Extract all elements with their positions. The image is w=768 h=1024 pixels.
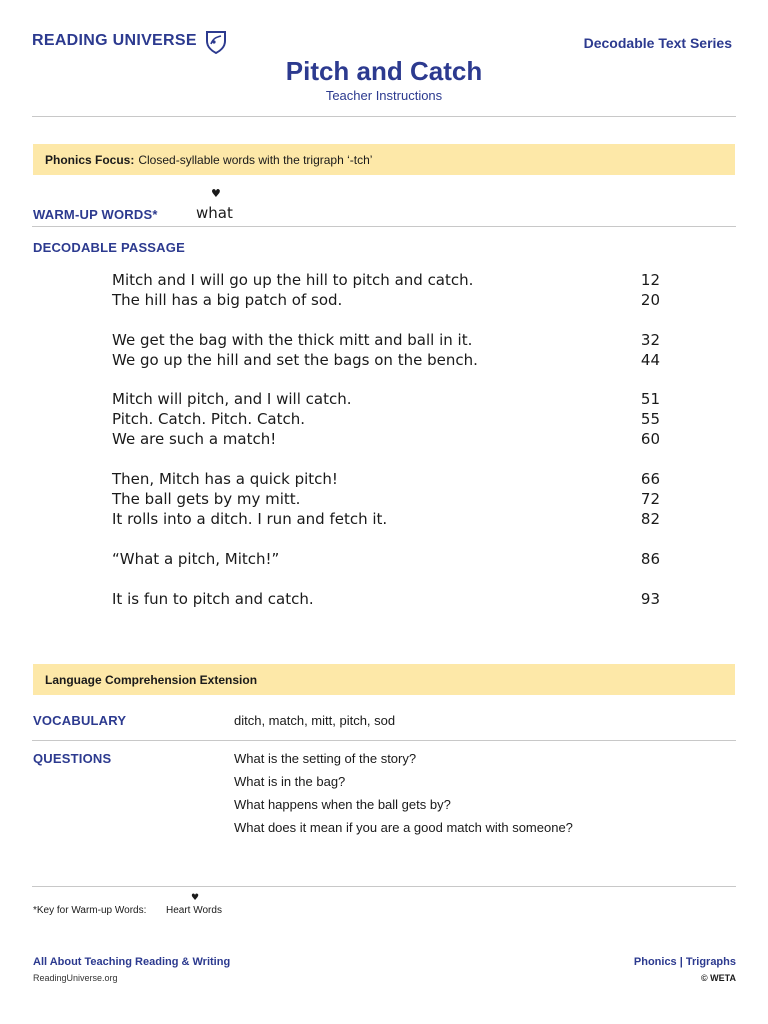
footer-divider [32,886,736,887]
passage-line: We are such a match! 60 [112,430,660,448]
passage-line: Pitch. Catch. Pitch. Catch. 55 [112,410,660,428]
passage-line: Then, Mitch has a quick pitch! 66 [112,470,660,488]
passage-line: We get the bag with the thick mitt and ball in it. 32 [112,331,660,349]
footer-category: Phonics | Trigraphs [633,956,736,968]
passage-line: The hill has a big patch of sod. 20 [112,291,660,309]
passage-line: Mitch will pitch, and I will catch. 51 [112,390,660,408]
word-count: 12 [640,271,660,289]
word-count: 72 [640,490,660,508]
key-label: *Key for Warm-up Words: [33,905,147,916]
question-item: What is the setting of the story? [234,751,417,766]
word-count: 55 [640,410,660,428]
word-count: 60 [640,430,660,448]
footer-url: ReadingUniverse.org [33,973,118,983]
passage-line: Mitch and I will go up the hill to pitch and catch. 12 [112,271,660,289]
key-word: Heart Words [166,905,222,916]
comprehension-banner [33,664,735,695]
passage-line: The ball gets by my mitt. 72 [112,490,660,508]
brand-logo [32,28,229,54]
series-label: Decodable Text Series [583,35,732,51]
question-item: What happens when the ball gets by? [234,797,451,812]
questions-label: QUESTIONS [33,751,112,766]
vocabulary-label: VOCABULARY [33,713,127,728]
word-count: 93 [640,590,660,608]
passage-label: DECODABLE PASSAGE [33,240,185,255]
phonics-focus-banner [33,144,735,175]
key-heart-icon: ♥ [191,893,200,903]
word-count: 51 [640,390,660,408]
passage-line: “What a pitch, Mitch!” 86 [112,550,660,568]
footer-title: All About Teaching Reading & Writing [33,956,231,968]
question-item: What does it mean if you are a good match with someone? [234,820,573,835]
vocabulary-list: ditch, match, mitt, pitch, sod [234,713,396,728]
word-count: 86 [640,550,660,568]
comprehension-banner-label: Language Comprehension Extension [45,672,258,687]
warmup-label: WARM-UP WORDS* [33,207,158,222]
passage-line: It is fun to pitch and catch. 93 [112,590,660,608]
warmup-divider [32,226,736,227]
warmup-word: what [196,204,233,222]
word-count: 44 [640,351,660,369]
footer-copyright: © WETA [701,973,736,983]
word-count: 66 [640,470,660,488]
word-count: 32 [640,331,660,349]
page-title: Pitch and Catch [285,56,483,86]
vocabulary-divider [32,740,736,741]
phonics-focus-text: Closed-syllable words with the trigraph ‘-tch’ [138,152,373,167]
passage-line: We go up the hill and set the bags on the bench. 44 [112,351,660,369]
word-count: 20 [640,291,660,309]
passage-line: It rolls into a ditch. I run and fetch it. 82 [112,510,660,528]
logo-text: READING UNIVERSE [32,32,197,49]
header-divider [32,116,736,117]
phonics-focus-label: Phonics Focus: [45,152,135,167]
word-count: 82 [640,510,660,528]
question-item: What is in the bag? [234,774,346,789]
heart-icon: ♥ [211,187,221,200]
aft-shield-icon [203,28,229,54]
page-subtitle: Teacher Instructions [325,88,443,103]
